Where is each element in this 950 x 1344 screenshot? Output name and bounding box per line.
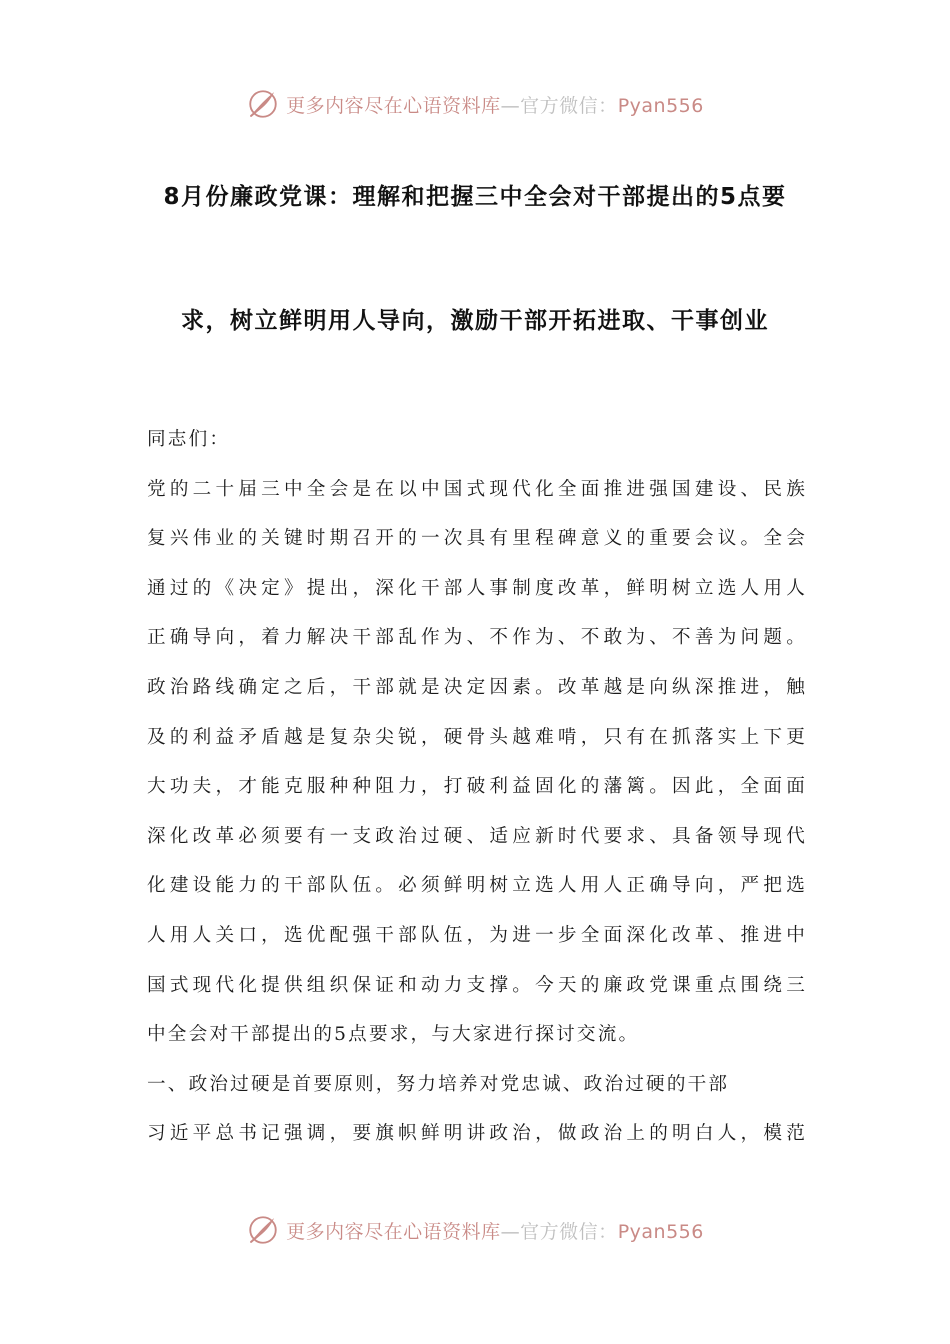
- body-line: 化建设能力的干部队伍。必须鲜明树立选人用人正确导向，严把选: [147, 875, 807, 897]
- watermark-wechat-label: 官方微信：: [520, 94, 618, 117]
- body-line: 习近平总书记强调，要旗帜鲜明讲政治，做政治上的明白人，模范: [147, 1123, 807, 1145]
- document-title-line-2: 求，树立鲜明用人导向，激励干部开拓进取、干事创业: [181, 308, 769, 334]
- body-line: 人用人关口，选优配强干部队伍，为进一步全面深化改革、推进中: [147, 924, 807, 946]
- body-line: 国式现代化提供组织保证和动力支撑。今天的廉政党课重点围绕三: [147, 974, 807, 996]
- watermark-wechat-id: Pyan556: [617, 94, 704, 117]
- body-line: 同志们：: [147, 429, 231, 450]
- watermark-separator: —: [500, 94, 521, 117]
- quill-logo-icon: [246, 87, 280, 121]
- body-line: 通过的《决定》提出，深化干部人事制度改革，鲜明树立选人用人: [147, 577, 807, 599]
- watermark-brand: 更多内容尽在心语资料库: [286, 94, 501, 117]
- body-line: 大功夫，才能克服种种阻力，打破利益固化的藩篱。因此，全面面: [147, 776, 807, 798]
- watermark-separator: —: [500, 1220, 521, 1243]
- footer-watermark: [0, 1210, 950, 1250]
- document-body: [147, 415, 807, 1159]
- body-line: 深化改革必须要有一支政治过硬、适应新时代要求、具备领导现代: [147, 825, 807, 847]
- header-watermark: [0, 84, 950, 124]
- watermark-text: [286, 1217, 704, 1244]
- watermark-wechat-label: 官方微信：: [520, 1220, 618, 1243]
- body-line: 中全会对干部提出的5点要求，与大家进行探讨交流。: [147, 1024, 640, 1046]
- document-title-line-1: 8月份廉政党课：理解和把握三中全会对干部提出的5点要: [163, 184, 787, 210]
- body-line: 党的二十届三中全会是在以中国式现代化全面推进强国建设、民族: [147, 478, 807, 500]
- body-line: 复兴伟业的关键时期召开的一次具有里程碑意义的重要会议。全会: [147, 528, 807, 550]
- quill-logo-icon: [246, 1213, 280, 1247]
- watermark-text: [286, 91, 704, 118]
- body-line: 政治路线确定之后，干部就是决定因素。改革越是向纵深推进，触: [147, 676, 807, 698]
- watermark-wechat-id: Pyan556: [617, 1220, 704, 1243]
- section-heading: 一、政治过硬是首要原则，努力培养对党忠诚、政治过硬的干部: [147, 1073, 730, 1095]
- body-line: 及的利益矛盾越是复杂尖锐，硬骨头越难啃，只有在抓落实上下更: [147, 726, 807, 748]
- body-line: 正确导向，着力解决干部乱作为、不作为、不敢为、不善为问题。: [147, 627, 807, 649]
- watermark-brand: 更多内容尽在心语资料库: [286, 1220, 501, 1243]
